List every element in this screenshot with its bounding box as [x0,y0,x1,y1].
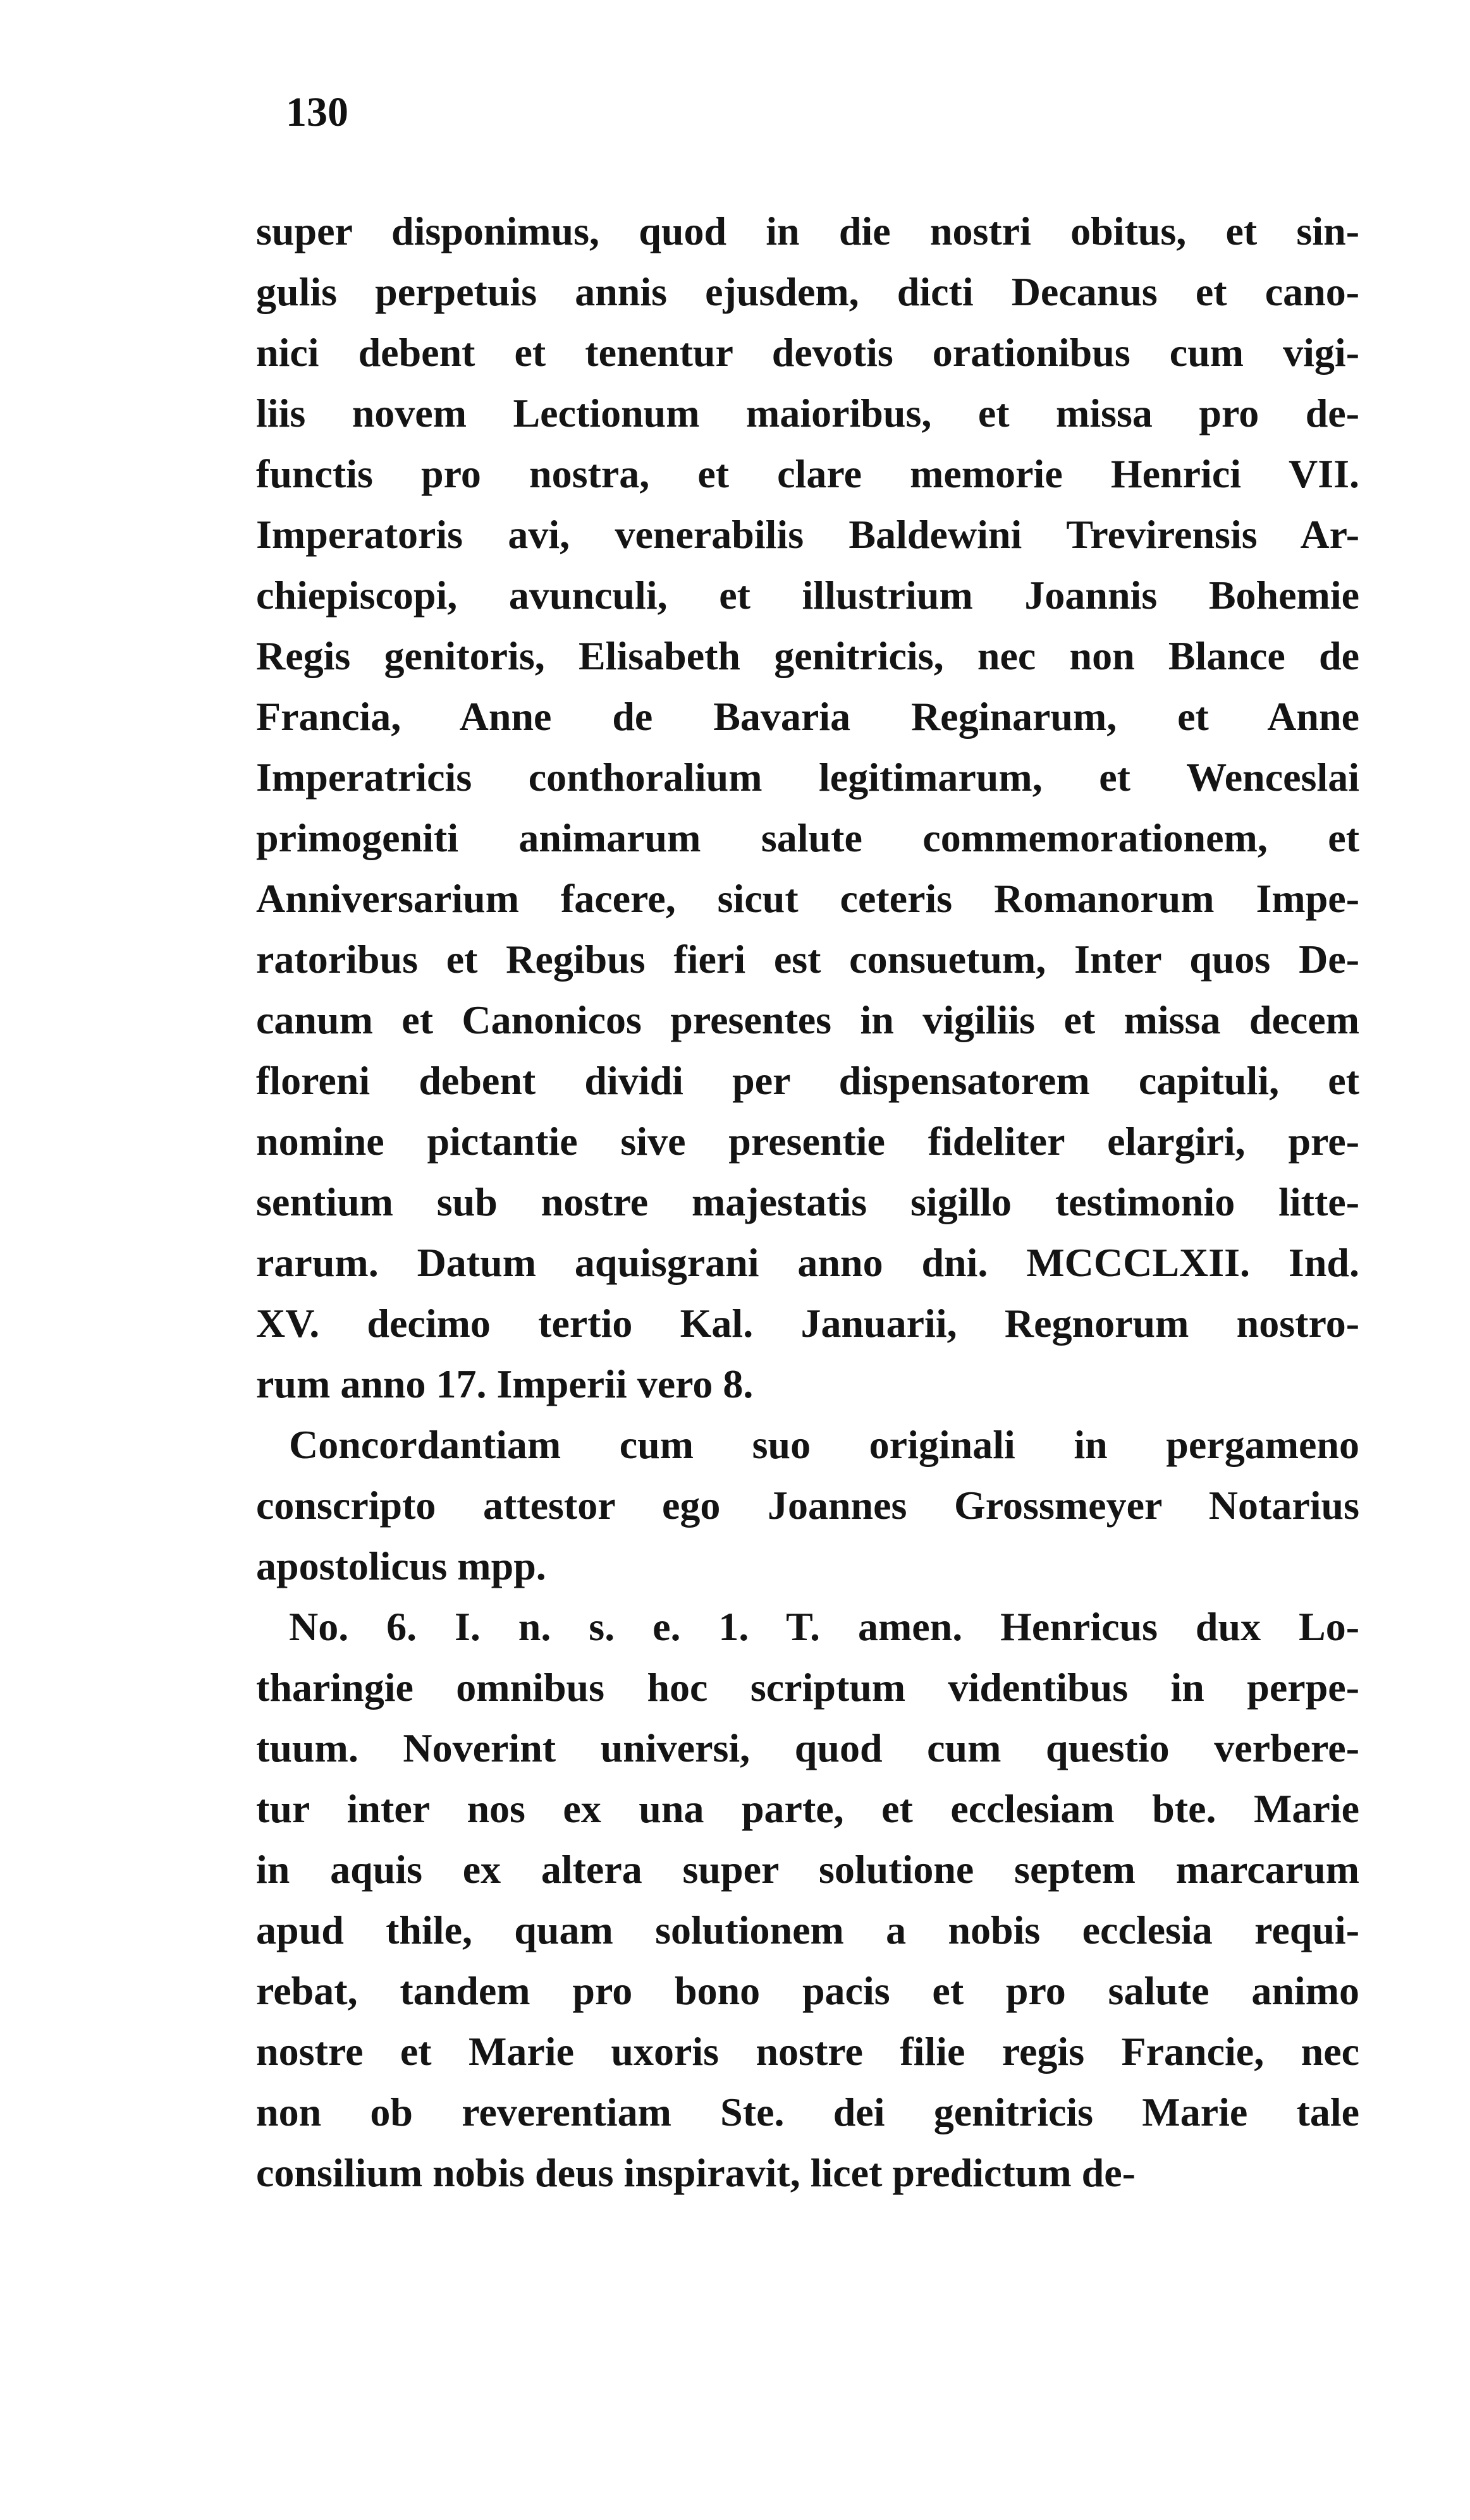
text-line: consilium nobis deus inspiravit, licet predictum de- [256,2150,1136,2195]
text-line: non ob reverentiam Ste. dei genitricis Marie tale [256,2090,1359,2134]
body-text [256,201,1359,2203]
text-line: Imperatoris avi, venerabilis Baldewini Trevirensis Ar- [256,512,1359,557]
text-line: liis novem Lectionum maioribus, et missa pro de- [256,391,1359,435]
text-line: rum anno 17. Imperii vero 8. [256,1361,754,1406]
text-line: chiepiscopi, avunculi, et illustrium Joannis Bohemie [256,573,1359,618]
text-line: nici debent et tenentur devotis orationibus cum vigi- [256,330,1359,375]
text-line: apud thile, quam solutionem a nobis ecclesia requi- [256,1908,1359,1952]
text-line: Anniversarium facere, sicut ceteris Romanorum Impe- [256,876,1359,921]
text-line: functis pro nostra, et clare memorie Henrici VII. [256,451,1359,496]
text-line: nostre et Marie uxoris nostre filie regis Francie, nec [256,2029,1359,2074]
text-line: Concordantiam cum suo originali in pergameno [289,1422,1359,1467]
text-line: No. 6. I. n. s. e. 1. T. amen. Henricus dux Lo- [289,1604,1359,1649]
text-line: nomine pictantie sive presentie fideliter elargiri, pre- [256,1119,1359,1164]
text-line: Francia, Anne de Bavaria Reginarum, et Anne [256,694,1359,739]
text-line: in aquis ex altera super solutione septem marcarum [256,1847,1359,1892]
text-line: canum et Canonicos presentes in vigiliis et missa decem [256,997,1359,1042]
text-line: conscripto attestor ego Joannes Grossmeyer Notarius [256,1483,1359,1528]
text-line: primogeniti animarum salute commemorationem, et [256,815,1359,860]
text-line: tharingie omnibus hoc scriptum videntibus in perpe- [256,1665,1359,1710]
text-line: tur inter nos ex una parte, et ecclesiam bte. Marie [256,1786,1359,1831]
text-line: XV. decimo tertio Kal. Januarii, Regnorum nostro- [256,1301,1359,1346]
text-line: gulis perpetuis annis ejusdem, dicti Decanus et cano- [256,269,1359,314]
text-line: Imperatricis conthoralium legitimarum, et Wenceslai [256,755,1359,800]
text-line: ratoribus et Regibus fieri est consuetum, Inter quos De- [256,937,1359,982]
text-line: floreni debent dividi per dispensatorem capituli, et [256,1058,1359,1103]
text-line: Regis genitoris, Elisabeth genitricis, nec non Blance de [256,633,1359,678]
text-line: apostolicus mpp. [256,1543,546,1588]
text-line: rebat, tandem pro bono pacis et pro salute animo [256,1968,1359,2013]
text-line: sentium sub nostre majestatis sigillo testimonio litte- [256,1179,1359,1224]
text-line: super disponimus, quod in die nostri obitus, et sin- [256,209,1359,253]
text-line: rarum. Datum aquisgrani anno dni. MCCCLXII. Ind. [256,1240,1359,1285]
page-number: 130 [286,89,348,135]
text-line: tuum. Noverint universi, quod cum questio verbere- [256,1726,1359,1770]
